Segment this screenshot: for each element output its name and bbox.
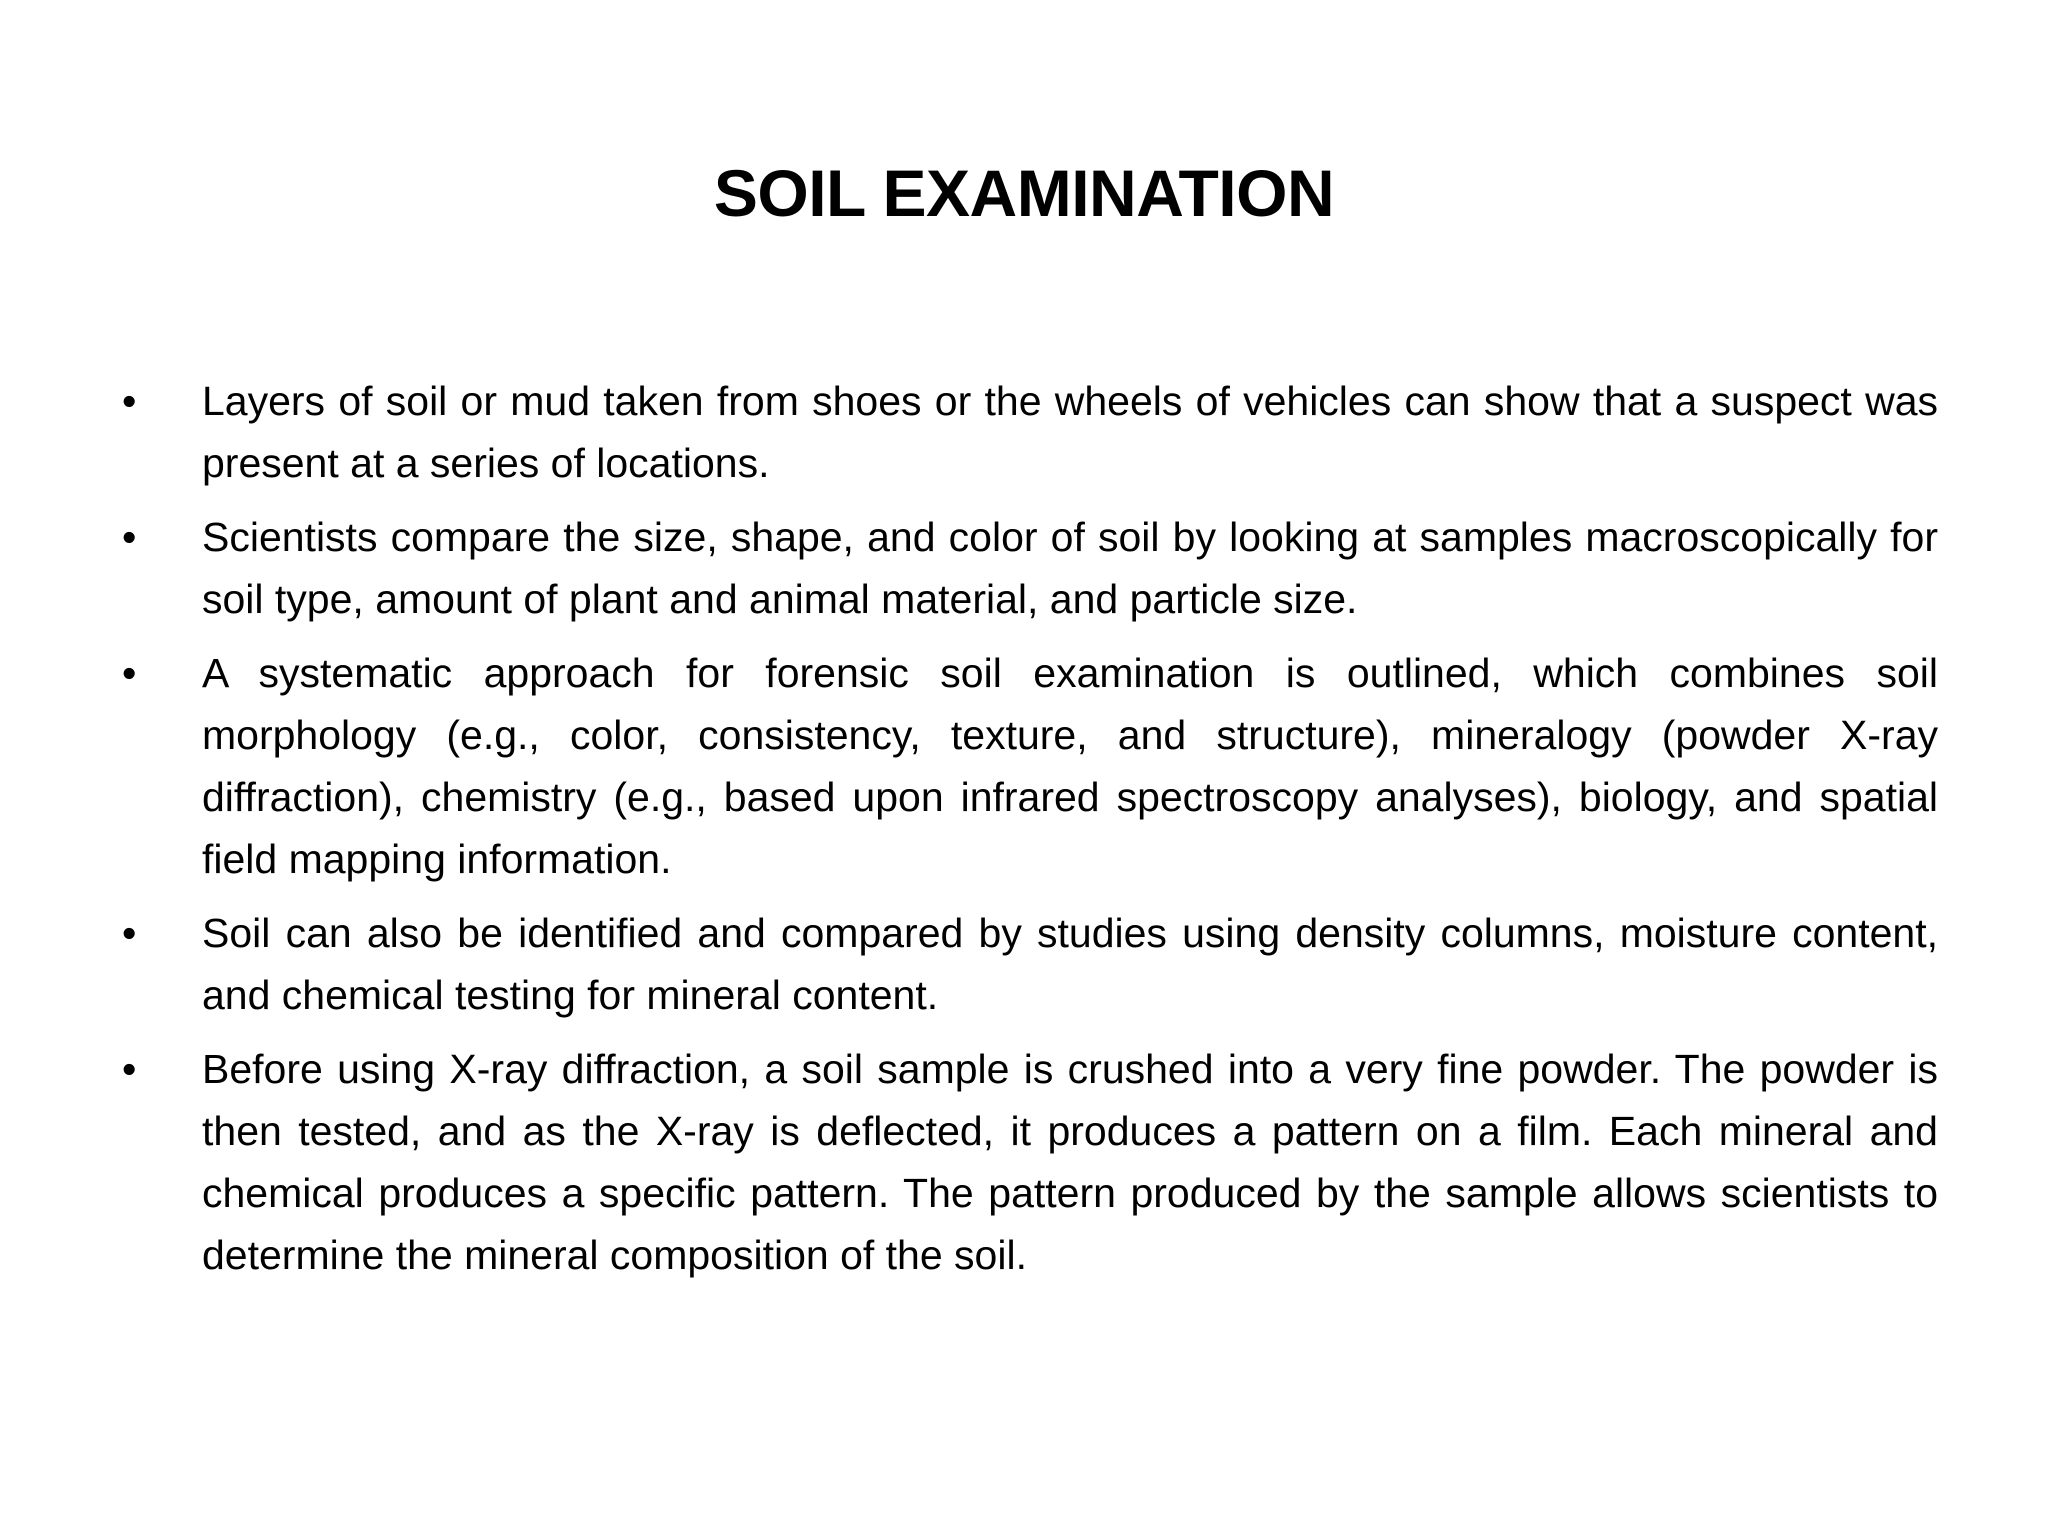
bullet-item [118, 902, 1938, 1026]
bullet-text: Soil can also be identified and compared by studies using density columns, moisture content, and chemical testing for mineral content. [202, 910, 1938, 1018]
bullet-text: Layers of soil or mud taken from shoes or the wheels of vehicles can show that a suspect was present at a series of locations. [202, 378, 1938, 486]
bullet-text: Scientists compare the size, shape, and color of soil by looking at samples macroscopically for soil type, amount of plant and animal material, and particle size. [202, 514, 1938, 622]
bullet-item [118, 642, 1938, 890]
bullet-item [118, 370, 1938, 494]
bullet-icon: • [122, 910, 137, 956]
bullet-list [118, 370, 1938, 1298]
bullet-item [118, 1038, 1938, 1286]
bullet-icon: • [122, 650, 137, 696]
bullet-item [118, 506, 1938, 630]
bullet-icon: • [122, 514, 137, 560]
slide-title: SOIL EXAMINATION [713, 156, 1335, 230]
bullet-text: A systematic approach for forensic soil examination is outlined, which combines soil morphology (e.g., color, consistency, texture, and structure), mineralogy (powder X-ray diffraction), chemistry (e.g., based upon infrared spectroscopy analyses), biology, and spatial field mapping information. [202, 650, 1938, 882]
bullet-text: Before using X-ray diffraction, a soil sample is crushed into a very fine powder. The powder is then tested, and as the X-ray is deflected, it produces a pattern on a film. Each mineral and chemical produces a specific pattern. The pattern produced by the sample allows scientists to determine the mineral composition of the soil. [202, 1046, 1938, 1278]
bullet-icon: • [122, 1046, 137, 1092]
bullet-icon: • [122, 378, 137, 424]
